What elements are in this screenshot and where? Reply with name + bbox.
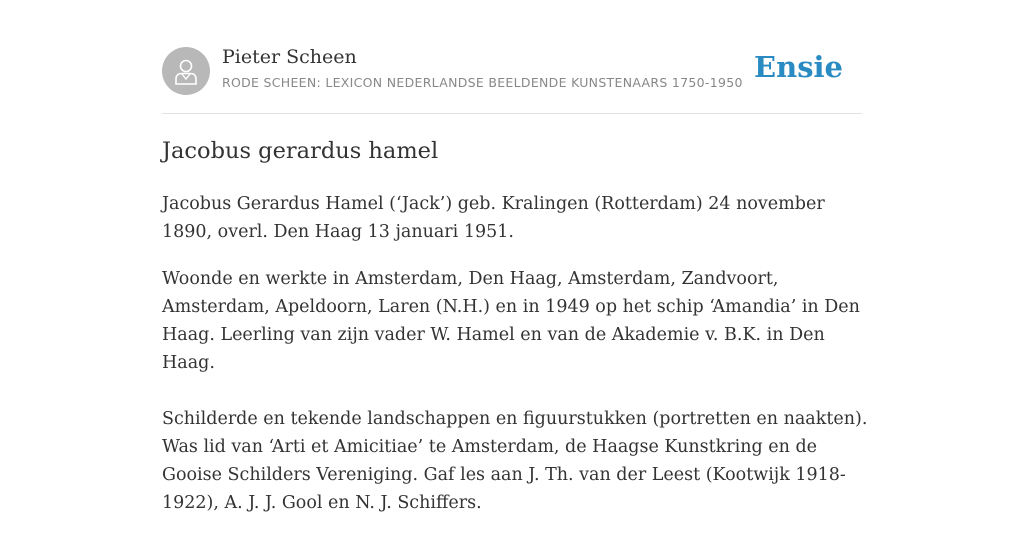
user-silhouette-icon [173, 57, 199, 85]
source-publication[interactable]: RODE SCHEEN: LEXICON NEDERLANDSE BEELDENDE KUNSTENAARS 1750-1950 [222, 75, 743, 90]
paragraph-biography: Jacobus Gerardus Hamel (‘Jack’) geb. Kralingen (Rotterdam) 24 november 1890, overl. Den Haag 13 januari 1951. [162, 194, 825, 242]
paragraph-residence: Woonde en werkte in Amsterdam, Den Haag, Amsterdam, Zandvoort, Amsterdam, Apeldoorn, Laren (N.H.) en in 1949 op het schip ‘Amandia’ in Den Haag. Leerling van zijn vader W. Hamel en van de Akademie v. B.K. in Den Haag. [162, 269, 860, 373]
article-container [162, 0, 868, 513]
article-header [162, 0, 862, 114]
author-avatar[interactable] [162, 47, 210, 95]
article-body [162, 190, 872, 536]
paragraph-work: Schilderde en tekende landschappen en figuurstukken (portretten en naakten). Was lid van ‘Arti et Amicitiae’ te Amsterdam, de Haagse Kunstkring en de Gooise Schilders Vereniging. Gaf les aan J. Th. van der Leest (Kootwijk 1918-1922), A. J. J. Gool en N. J. Schiffers. [162, 409, 868, 513]
article-title: Jacobus gerardus hamel [162, 138, 439, 164]
author-name[interactable]: Pieter Scheen [222, 46, 357, 68]
ensie-logo[interactable]: Ensie [754, 50, 843, 84]
